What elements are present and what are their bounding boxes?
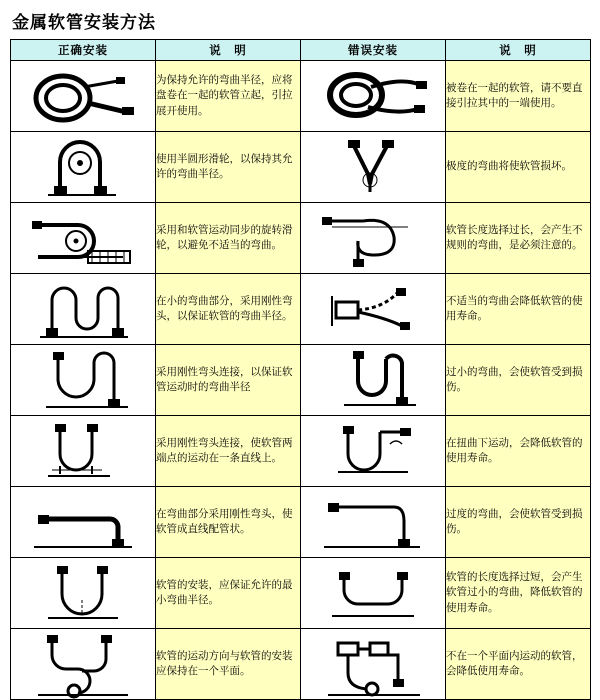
wrong-figure-cell <box>301 416 446 487</box>
wrong-figure-cell <box>301 132 446 203</box>
correct-figure-cell <box>11 629 156 700</box>
table-body <box>11 61 591 700</box>
hose-bent-sharply-at-point-icon <box>308 136 438 198</box>
hose-with-synchronized-rotating-pulley-icon <box>18 207 148 269</box>
hose-twisting-under-motion-icon <box>308 420 438 482</box>
over-small-bend-radius-damage-icon <box>308 349 438 411</box>
wrong-figure-cell <box>301 558 446 629</box>
correct-description: 采用刚性弯头连接，以保证软管运动时的弯曲半径 <box>156 345 301 416</box>
wrong-description: 过度的弯曲，会使软管受到损伤。 <box>446 487 591 558</box>
table-row <box>11 61 591 132</box>
wrong-figure-cell <box>301 487 446 558</box>
column-header-correct-install: 正确安装 <box>11 40 156 61</box>
wrong-description: 极度的弯曲将使软管损坏。 <box>446 132 591 203</box>
hose-installed-with-minimum-bend-radius-icon <box>18 562 148 624</box>
wrong-figure-cell <box>301 629 446 700</box>
correct-description: 在小的弯曲部分，采用刚性弯头，以保证软管的弯曲半径。 <box>156 274 301 345</box>
wrong-figure-cell <box>301 345 446 416</box>
correct-description: 采用和软管运动同步的旋转滑轮，以避免不适当的弯曲。 <box>156 203 301 274</box>
coiled-hose-standing-upright-icon <box>18 65 148 127</box>
table-header-row <box>11 40 591 61</box>
wrong-figure-cell <box>301 203 446 274</box>
wrong-description: 不适当的弯曲会降低软管的使用寿命。 <box>446 274 591 345</box>
wrong-description: 被卷在一起的软管，请不要直接引拉其中的一端使用。 <box>446 61 591 132</box>
table-header <box>11 40 591 61</box>
wrong-description: 过小的弯曲，会使软管受到损伤。 <box>446 345 591 416</box>
correct-figure-cell <box>11 487 156 558</box>
rigid-elbow-straight-line-motion-icon <box>18 420 148 482</box>
table-row <box>11 487 591 558</box>
correct-figure-cell <box>11 274 156 345</box>
hose-over-semicircular-pulley-icon <box>18 136 148 198</box>
hose-moving-out-of-plane-icon <box>308 629 438 699</box>
correct-figure-cell <box>11 416 156 487</box>
excessive-bending-damage-icon <box>308 491 438 553</box>
wrong-description: 软管的长度选择过短，会产生软管过小的弯曲，降低软管的使用寿命。 <box>446 558 591 629</box>
correct-figure-cell <box>11 132 156 203</box>
table-row <box>11 416 591 487</box>
rigid-bend-at-small-radius-section-icon <box>18 278 148 340</box>
correct-description: 使用半圆形滑轮，以保持其允许的弯曲半径。 <box>156 132 301 203</box>
table-row <box>11 558 591 629</box>
correct-description: 软管的运动方向与软管的安装应保持在一个平面。 <box>156 629 301 700</box>
correct-description: 为保持允许的弯曲半径，应将盘卷在一起的软管立起，引拉展开使用。 <box>156 61 301 132</box>
hose-too-long-small-bend-icon <box>308 562 438 624</box>
table-row <box>11 274 591 345</box>
coiled-hose-pulled-from-center-icon <box>308 65 438 127</box>
column-header-wrong-install: 错误安装 <box>301 40 446 61</box>
table-row <box>11 629 591 700</box>
correct-figure-cell <box>11 558 156 629</box>
page-title: 金属软管安装方法 <box>12 13 156 33</box>
table-row <box>11 132 591 203</box>
hose-installation-table <box>10 39 591 700</box>
correct-description: 在弯曲部分采用刚性弯头，使软管成直线配管状。 <box>156 487 301 558</box>
table-row <box>11 345 591 416</box>
improper-bend-shortens-life-icon <box>308 278 438 340</box>
correct-description: 软管的安装，应保证允许的最小弯曲半径。 <box>156 558 301 629</box>
rigid-elbow-straight-pipe-layout-icon <box>18 491 148 553</box>
wrong-description: 软管长度选择过长，会产生不规则的弯曲，是必须注意的。 <box>446 203 591 274</box>
correct-figure-cell <box>11 345 156 416</box>
wrong-figure-cell <box>301 274 446 345</box>
hose-motion-in-same-plane-as-install-icon <box>18 629 148 699</box>
column-header-correct-description: 说 明 <box>156 40 301 61</box>
rigid-elbow-connection-u-shape-icon <box>18 349 148 411</box>
wrong-description: 不在一个平面内运动的软管，会降低使用寿命。 <box>446 629 591 700</box>
table-row <box>11 203 591 274</box>
correct-figure-cell <box>11 203 156 274</box>
wrong-description: 在扭曲下运动，会降低软管的使用寿命。 <box>446 416 591 487</box>
correct-figure-cell <box>11 61 156 132</box>
hose-too-long-irregular-bend-icon <box>308 207 438 269</box>
wrong-figure-cell <box>301 61 446 132</box>
column-header-wrong-description: 说 明 <box>446 40 591 61</box>
correct-description: 采用刚性弯头连接，使软管两端点的运动在一条直线上。 <box>156 416 301 487</box>
